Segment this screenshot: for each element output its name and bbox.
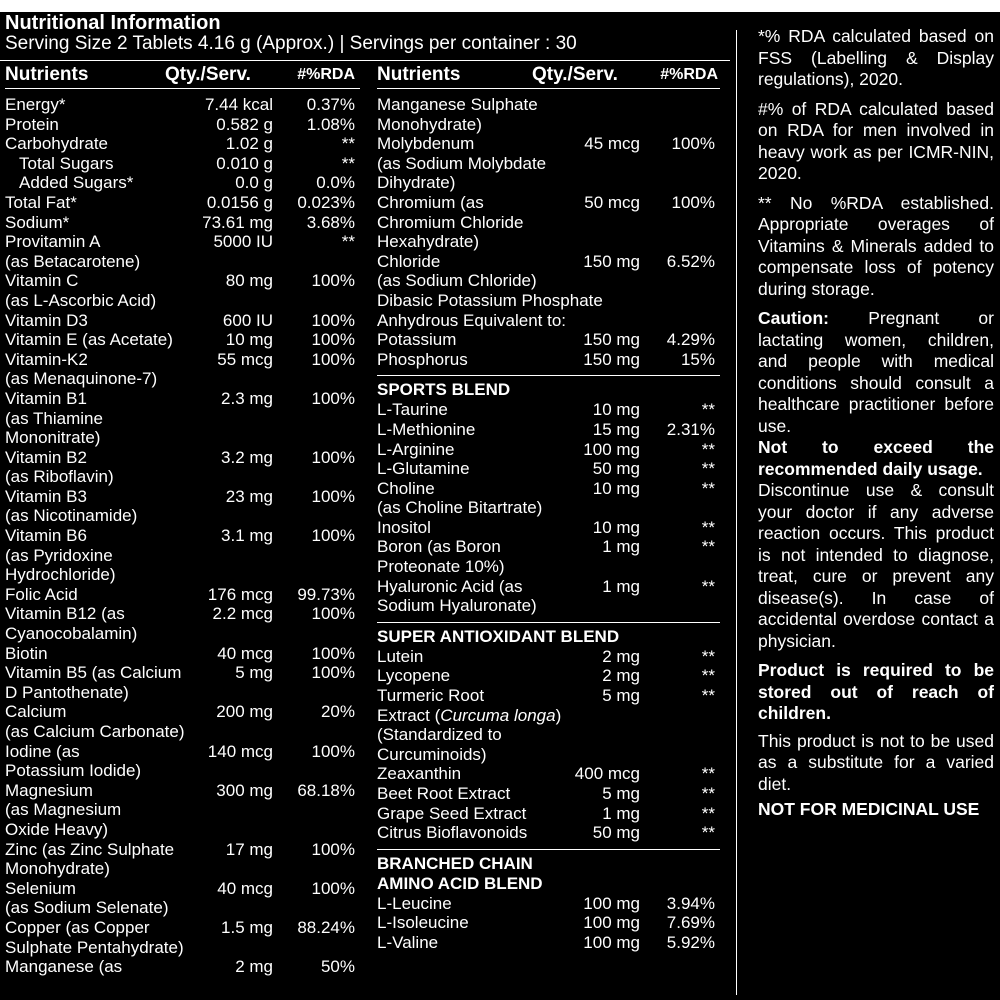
nutrient-row xyxy=(377,291,720,330)
nutrient-name-cont: Hydrochloride) xyxy=(5,565,116,585)
nutrient-qty: 40 mcg xyxy=(217,878,273,898)
nutrient-qty: 73.61 mg xyxy=(202,212,273,232)
nutrient-row xyxy=(377,666,720,686)
nutrient-rda: ** xyxy=(701,666,715,686)
nutrient-qty: 1 mg xyxy=(602,803,640,823)
nutrient-rda: 100% xyxy=(311,643,355,663)
nutrient-name: L-Isoleucine xyxy=(377,913,469,933)
caution-label: Caution: xyxy=(758,308,829,328)
nutrient-name: L-Arginine xyxy=(377,439,455,459)
nutrient-qty: 0.0 g xyxy=(235,173,273,193)
nutrient-rda: 4.29% xyxy=(666,330,715,350)
nutrient-name: Total Fat* xyxy=(5,192,77,212)
nutrient-rda: 1.08% xyxy=(306,114,355,134)
nutrient-row xyxy=(5,918,360,957)
nutrient-name: Magnesium xyxy=(5,780,93,800)
nutrient-rda: 2.31% xyxy=(666,419,715,439)
rda-header-2: #%RDA xyxy=(660,66,718,83)
nutrient-qty: 150 mg xyxy=(583,349,640,369)
nutrient-rda: 100% xyxy=(311,486,355,506)
nutrient-rda: ** xyxy=(701,764,715,784)
rda-note: *% RDA calculated based on FSS (Labelling & Display regulations), 2020. xyxy=(758,26,994,89)
nutrient-name: Sodium* xyxy=(5,212,70,232)
nutrient-row xyxy=(377,804,720,824)
nutrient-rda: 100% xyxy=(311,663,355,683)
nutrient-qty: 55 mcg xyxy=(217,349,273,369)
nutrient-rda: 88.24% xyxy=(297,917,355,937)
nutrient-name: Inositol xyxy=(377,517,431,537)
caution-note xyxy=(758,308,994,437)
nutrient-rda: 99.73% xyxy=(297,584,355,604)
nutrient-rda: 100% xyxy=(671,192,715,212)
nutrient-name-cont: (as Thiamine xyxy=(5,408,103,428)
nutrient-name: Molybdenum xyxy=(377,134,475,154)
nutrient-qty: 23 mg xyxy=(225,486,273,506)
nutrient-name-cont: D Pantothenate) xyxy=(5,682,129,702)
nutrition-label-panel xyxy=(0,12,1000,1000)
nutrient-qty: 600 IU xyxy=(222,310,273,330)
nutrient-row xyxy=(5,154,360,174)
nutrient-name: L-Taurine xyxy=(377,400,448,420)
blend-title: BRANCHED CHAIN xyxy=(377,853,533,873)
nutrient-name-cont: Sulphate Pentahydrate) xyxy=(5,937,184,957)
left-nutrient-column xyxy=(5,62,360,977)
substitute-note: This product is not to be used as a substitute for a varied diet. xyxy=(758,730,994,794)
nutrient-qty: 7.44 kcal xyxy=(204,95,273,114)
nutrient-rda: 3.94% xyxy=(666,893,715,913)
nutrient-qty: 1.02 g xyxy=(225,134,273,154)
nutrient-row xyxy=(5,389,360,448)
nutrient-rda: ** xyxy=(701,478,715,498)
nutrient-name: Vitamin C xyxy=(5,271,79,291)
nutrient-row xyxy=(5,173,360,193)
nutrient-name: Turmeric Root xyxy=(377,686,485,706)
nutrient-rda: 6.52% xyxy=(666,251,715,271)
nutrient-name-cont: Oxide Heavy) xyxy=(5,819,108,839)
nutrient-rda: 7.69% xyxy=(666,913,715,933)
right-nutrient-list xyxy=(377,95,720,953)
label-title: Nutritional Information xyxy=(5,12,221,34)
blend-divider xyxy=(377,622,720,623)
nutrient-name: L-Glutamine xyxy=(377,459,470,479)
nutrient-row xyxy=(377,330,720,350)
nutrient-row xyxy=(5,311,360,331)
nutrient-qty: 5000 IU xyxy=(213,232,273,252)
nutrient-name: Vitamin-K2 xyxy=(5,349,88,369)
nutrient-name: Selenium xyxy=(5,878,76,898)
nutrient-row xyxy=(377,440,720,460)
nutrient-qty: 1 mg xyxy=(602,576,640,596)
nutrient-qty: 100 mg xyxy=(583,932,640,952)
nutrient-qty: 140 mcg xyxy=(207,741,273,761)
right-nutrient-column xyxy=(377,62,720,953)
nutrient-name: Calcium xyxy=(5,702,67,722)
rda-header: #%RDA xyxy=(297,66,355,83)
nutrients-header-2: Nutrients xyxy=(377,64,461,85)
no-rda-note: ** No %RDA established. Appropriate overages of Vitamins & Minerals added to compensate loss of potency during storage. xyxy=(758,192,994,299)
nutrient-row xyxy=(5,193,360,213)
nutrient-rda: ** xyxy=(701,400,715,420)
caution-text: Pregnant or lactating women, children, and people with medical conditions should consult a healthcare practitioner before use. xyxy=(758,308,994,436)
left-header-rule xyxy=(5,88,360,89)
nutrient-name: Total Sugars xyxy=(19,153,114,173)
nutrient-name-cont: (as Menaquinone-7) xyxy=(5,369,158,389)
nutrient-row xyxy=(5,271,360,310)
nutrient-name-cont: Potassium Iodide) xyxy=(5,761,142,781)
nutrient-qty: 15 mg xyxy=(592,419,640,439)
nutrient-qty: 17 mg xyxy=(225,839,273,859)
nutrient-qty: 2.3 mg xyxy=(221,388,273,408)
nutrient-rda: ** xyxy=(341,232,355,252)
nutrient-row xyxy=(377,252,720,291)
nutrient-row xyxy=(5,644,360,664)
nutrient-row xyxy=(377,894,720,914)
header-divider xyxy=(0,60,730,61)
blend-title: AMINO ACID BLEND xyxy=(377,873,543,893)
nutrient-row xyxy=(377,577,720,616)
nutrient-name-cont: (as Riboflavin) xyxy=(5,467,114,487)
nutrient-qty: 176 mcg xyxy=(207,584,273,604)
nutrient-rda: 100% xyxy=(311,878,355,898)
nutrient-qty: 50 mg xyxy=(592,823,640,843)
nutrient-row xyxy=(377,350,720,370)
nutrient-rda: 100% xyxy=(311,447,355,467)
nutrient-name-cont: (Standardized to xyxy=(377,725,502,745)
nutrient-name: Protein xyxy=(5,114,59,134)
nutrient-name: Vitamin E (as Acetate) xyxy=(5,330,173,350)
nutrient-row xyxy=(5,840,360,879)
nutrient-row xyxy=(5,115,360,135)
nutrient-qty: 150 mg xyxy=(583,251,640,271)
nutrient-name: Vitamin B5 (as Calcium xyxy=(5,663,182,683)
nutrient-name: Boron (as Boron xyxy=(377,537,501,557)
nutrient-qty: 1.5 mg xyxy=(221,917,273,937)
nutrient-row xyxy=(5,350,360,389)
nutrient-rda: 100% xyxy=(311,310,355,330)
nutrient-name: Grape Seed Extract xyxy=(377,803,527,823)
nutrient-row xyxy=(5,663,360,702)
nutrient-name: Lutein xyxy=(377,646,424,666)
nutrient-row xyxy=(5,232,360,271)
nutrient-qty: 0.582 g xyxy=(216,114,273,134)
nutrient-row xyxy=(5,585,360,605)
notes-divider xyxy=(736,30,737,995)
discontinue-note: Discontinue use & consult your doctor if any adverse reaction occurs. This product is not intended to diagnose, treat, cure or prevent any disease(s). In case of accidental overdose contact a physician. xyxy=(758,480,994,651)
nutrient-rda: 0.0% xyxy=(316,173,355,193)
serving-info: Serving Size 2 Tablets 4.16 g (Approx.) | Servings per container : 30 xyxy=(5,33,577,54)
blend-title: SUPER ANTIOXIDANT BLEND xyxy=(377,626,620,646)
nutrient-qty: 3.1 mg xyxy=(221,526,273,546)
nutrient-rda: ** xyxy=(701,803,715,823)
nutrient-name-cont: Curcuminoids) xyxy=(377,744,487,764)
nutrient-qty: 150 mg xyxy=(583,330,640,350)
nutrient-row xyxy=(5,879,360,918)
nutrient-qty: 80 mg xyxy=(225,271,273,291)
nutrient-name-cont: (as Sodium Selenate) xyxy=(5,898,169,918)
nutrient-row xyxy=(5,487,360,526)
nutrient-rda: 100% xyxy=(311,526,355,546)
nutrient-qty: 100 mg xyxy=(583,439,640,459)
nutrient-rda: ** xyxy=(701,823,715,843)
nutrient-rda: 0.023% xyxy=(297,192,355,212)
nutrient-name: L-Leucine xyxy=(377,893,452,913)
nutrient-name-cont: Mononitrate) xyxy=(5,428,101,448)
nutrient-name: Manganese Sulphate xyxy=(377,95,538,114)
nutrient-name: Vitamin B12 (as xyxy=(5,604,125,624)
nutrient-qty: 10 mg xyxy=(592,517,640,537)
nutrient-rda: 100% xyxy=(311,388,355,408)
blend-divider xyxy=(377,375,720,376)
nutrient-rda: 100% xyxy=(311,271,355,291)
nutrient-qty: 10 mg xyxy=(225,330,273,350)
nutrient-row xyxy=(5,448,360,487)
nutrient-rda: 0.37% xyxy=(306,95,355,114)
nutrient-name: Provitamin A xyxy=(5,232,101,252)
nutrient-qty: 2 mg xyxy=(602,666,640,686)
nutrient-rda: 100% xyxy=(671,134,715,154)
label-header xyxy=(5,12,725,54)
nutrient-rda: 100% xyxy=(311,839,355,859)
nutrient-row xyxy=(377,913,720,933)
nutrient-name: Zinc (as Zinc Sulphate xyxy=(5,839,175,859)
nutrient-rda: 100% xyxy=(311,604,355,624)
nutrient-row xyxy=(5,213,360,233)
nutrient-qty: 40 mcg xyxy=(217,643,273,663)
nutrient-row xyxy=(377,784,720,804)
nutrient-rda: 100% xyxy=(311,349,355,369)
nutrient-qty: 400 mcg xyxy=(574,764,640,784)
nutrient-qty: 10 mg xyxy=(592,478,640,498)
nutrient-qty: 5 mg xyxy=(602,686,640,706)
nutrient-name: Vitamin D3 xyxy=(5,310,88,330)
nutrient-qty: 300 mg xyxy=(216,780,273,800)
nutrient-rda: ** xyxy=(341,134,355,154)
nutrient-name: Carbohydrate xyxy=(5,134,109,154)
nutrient-name: Beet Root Extract xyxy=(377,784,511,803)
right-column-header xyxy=(377,62,720,88)
nutrient-row xyxy=(377,647,720,667)
nutrient-name: Folic Acid xyxy=(5,584,78,604)
nutrient-name: Chloride xyxy=(377,251,441,271)
nutrient-name-cont: (as Nicotinamide) xyxy=(5,506,138,526)
nutrient-row xyxy=(377,764,720,784)
nutrient-row xyxy=(5,702,360,741)
nutrient-name-cont: Monohydrate) xyxy=(5,859,110,879)
nutrient-name: Added Sugars* xyxy=(19,173,134,193)
nutrient-name: Vitamin B3 xyxy=(5,486,87,506)
nutrient-row xyxy=(377,823,720,843)
nutrient-rda: 100% xyxy=(311,330,355,350)
nutrient-name: Chromium (as xyxy=(377,192,484,212)
nutrient-name-cont: Hexahydrate) xyxy=(377,232,480,252)
notes-column xyxy=(758,26,994,829)
nutrient-row xyxy=(5,742,360,781)
nutrient-name: Citrus Bioflavonoids xyxy=(377,823,528,843)
nutrient-name-cont: (as L-Ascorbic Acid) xyxy=(5,290,157,310)
nutrient-rda: 3.68% xyxy=(306,212,355,232)
nutrient-qty: 0.010 g xyxy=(216,153,273,173)
nutrient-row xyxy=(5,526,360,585)
nutrient-rda: 100% xyxy=(311,741,355,761)
nutrient-name: Biotin xyxy=(5,643,48,663)
nutrient-qty: 45 mcg xyxy=(584,134,640,154)
nutrient-name: Zeaxanthin xyxy=(377,764,462,784)
nutrient-name-cont: Anhydrous Equivalent to: xyxy=(377,310,567,330)
nutrient-name: Manganese (as xyxy=(5,957,123,977)
nutrient-rda: 20% xyxy=(320,702,355,722)
nutrient-rda: 68.18% xyxy=(297,780,355,800)
nutrient-name: Choline xyxy=(377,478,435,498)
nutrient-row xyxy=(5,781,360,840)
nutrient-rda: ** xyxy=(701,646,715,666)
nutrient-row xyxy=(5,604,360,643)
nutrient-qty: 200 mg xyxy=(216,702,273,722)
nutrient-name-cont: (as Betacarotene) xyxy=(5,251,141,271)
nutrient-qty: 10 mg xyxy=(592,400,640,420)
nutrient-name: Phosphorus xyxy=(377,349,468,369)
nutrient-name: Dibasic Potassium Phosphate xyxy=(377,290,603,310)
nutrient-name-cont: (as Magnesium xyxy=(5,800,122,820)
nutrient-rda: ** xyxy=(701,576,715,596)
nutrient-name-cont: Proteonate 10%) xyxy=(377,557,505,577)
not-exceed-note: Not to exceed the recommended daily usage. xyxy=(758,437,994,479)
blend-title: SPORTS BLEND xyxy=(377,380,511,400)
nutrient-rda: ** xyxy=(701,517,715,537)
nutrient-name-cont: (as Pyridoxine xyxy=(5,545,113,565)
nutrient-qty: 5 mg xyxy=(602,784,640,803)
icmr-note: #% of RDA calculated based on RDA for men involved in heavy work as per ICMR-NIN, 2020. xyxy=(758,98,994,183)
nutrient-name-cont: Dihydrate) xyxy=(377,173,456,193)
nutrient-rda: ** xyxy=(341,153,355,173)
nutrient-name: Potassium xyxy=(377,330,457,350)
nutrient-row xyxy=(377,686,720,764)
nutrient-row xyxy=(5,957,360,977)
nutrient-row xyxy=(377,420,720,440)
not-medicinal-note: NOT FOR MEDICINAL USE xyxy=(758,799,980,819)
left-nutrient-list xyxy=(5,95,360,977)
nutrient-rda: ** xyxy=(701,784,715,803)
right-header-rule xyxy=(377,88,720,89)
qty-header-2: Qty./Serv. xyxy=(532,64,618,85)
nutrient-qty: 0.0156 g xyxy=(206,192,273,212)
nutrient-row xyxy=(377,95,720,134)
nutrient-name-cont: Extract (Curcuma longa) xyxy=(377,705,562,725)
nutrient-name: L-Methionine xyxy=(377,419,476,439)
nutrient-rda: ** xyxy=(701,459,715,479)
nutrient-name-cont: Cyanocobalamin) xyxy=(5,624,138,644)
left-column-header xyxy=(5,62,360,88)
nutrient-name: Copper (as Copper xyxy=(5,917,150,937)
nutrient-rda: ** xyxy=(701,439,715,459)
nutrient-name-cont: (as Sodium Molybdate xyxy=(377,153,547,173)
nutrient-rda: ** xyxy=(701,686,715,706)
nutrient-row xyxy=(377,400,720,420)
nutrient-row xyxy=(377,459,720,479)
nutrient-rda: ** xyxy=(701,537,715,557)
nutrient-row xyxy=(377,134,720,193)
nutrient-name-cont: Sodium Hyaluronate) xyxy=(377,596,537,616)
nutrient-name-cont: Monohydrate) xyxy=(377,114,482,134)
nutrient-qty: 2 mg xyxy=(602,646,640,666)
nutrient-name: L-Valine xyxy=(377,932,439,952)
nutrient-rda: 5.92% xyxy=(666,932,715,952)
nutrient-name-cont: Chromium Chloride xyxy=(377,212,524,232)
nutrient-name: Vitamin B2 xyxy=(5,447,87,467)
nutrient-qty: 5 mg xyxy=(235,663,273,683)
nutrient-name: Vitamin B1 xyxy=(5,388,87,408)
nutrient-name: Energy* xyxy=(5,95,66,114)
nutrient-name-cont: (as Sodium Chloride) xyxy=(377,271,537,291)
nutrient-qty: 2 mg xyxy=(235,957,273,977)
nutrient-name-cont: (as Calcium Carbonate) xyxy=(5,722,185,741)
nutrient-qty: 100 mg xyxy=(583,913,640,933)
qty-header: Qty./Serv. xyxy=(165,64,251,85)
nutrient-row xyxy=(377,193,720,252)
nutrient-name: Hyaluronic Acid (as xyxy=(377,576,523,596)
nutrient-rda: 50% xyxy=(320,957,355,977)
storage-note: Product is required to be stored out of reach of children. xyxy=(758,660,994,723)
nutrient-name: Vitamin B6 xyxy=(5,526,87,546)
nutrient-name-cont: (as Choline Bitartrate) xyxy=(377,498,543,518)
nutrient-row xyxy=(5,330,360,350)
nutrient-qty: 1 mg xyxy=(602,537,640,557)
blend-divider xyxy=(377,849,720,850)
nutrient-row xyxy=(377,518,720,538)
nutrients-header: Nutrients xyxy=(5,64,89,85)
nutrient-rda: 15% xyxy=(680,349,715,369)
nutrient-qty: 3.2 mg xyxy=(221,447,273,467)
nutrient-row xyxy=(377,933,720,953)
nutrient-name: Lycopene xyxy=(377,666,451,686)
nutrient-qty: 2.2 mcg xyxy=(212,604,273,624)
nutrient-row xyxy=(377,537,720,576)
nutrient-row xyxy=(5,95,360,115)
nutrient-qty: 50 mcg xyxy=(584,192,640,212)
nutrient-qty: 50 mg xyxy=(592,459,640,479)
nutrient-name: Iodine (as xyxy=(5,741,80,761)
nutrient-row xyxy=(5,134,360,154)
nutrient-qty: 100 mg xyxy=(583,893,640,913)
nutrient-row xyxy=(377,479,720,518)
